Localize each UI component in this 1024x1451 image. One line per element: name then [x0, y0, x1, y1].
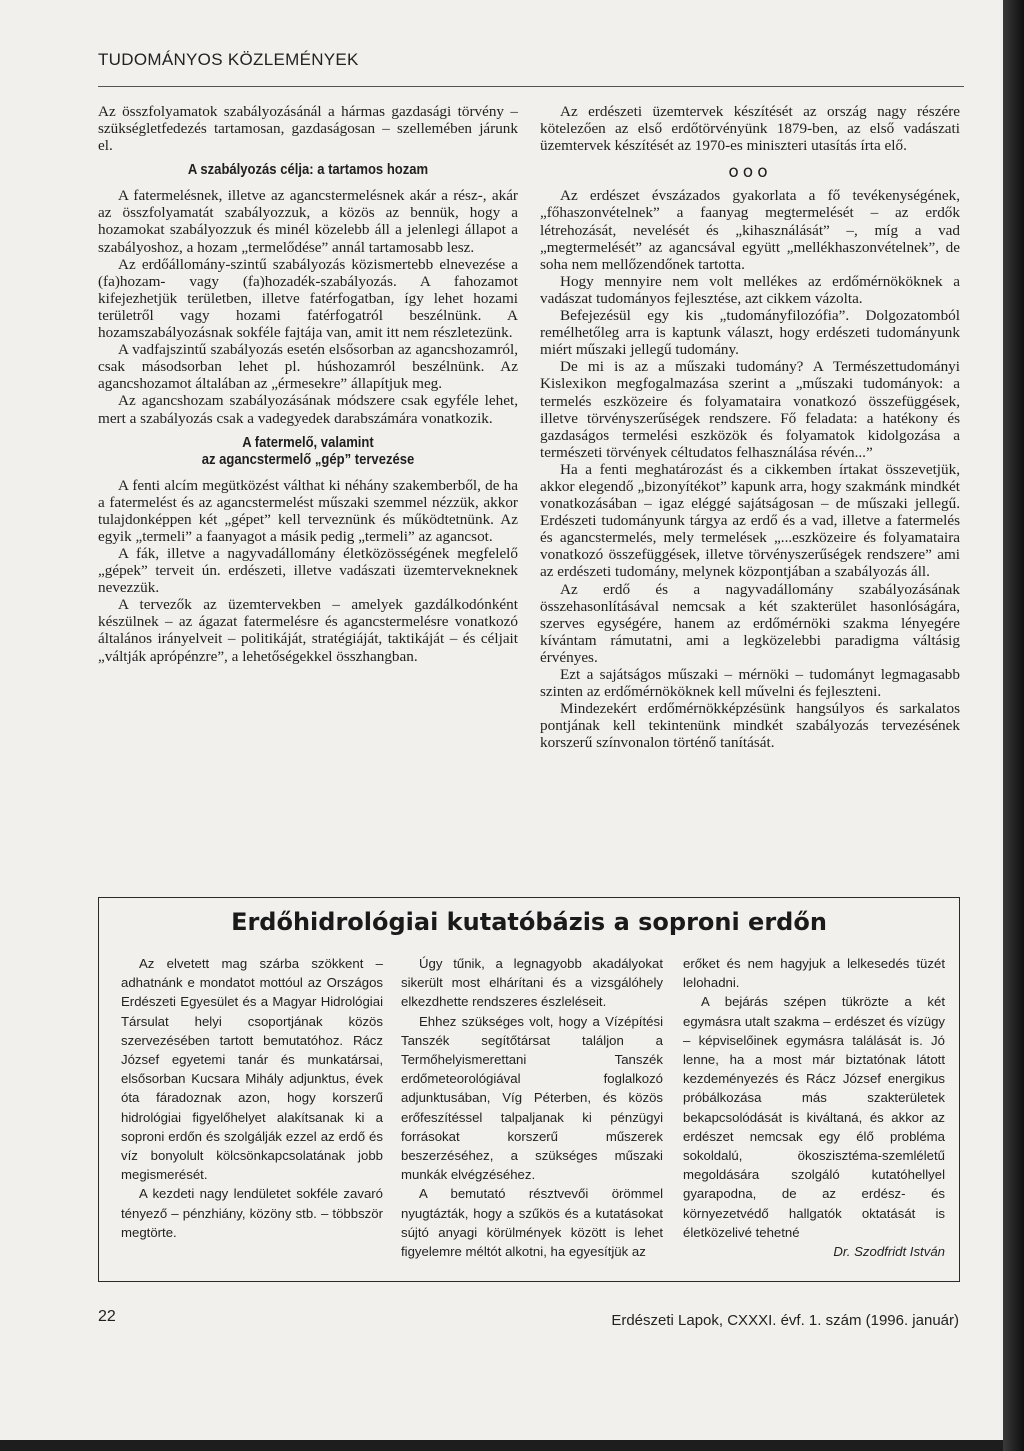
paragraph: erőket és nem hagyjuk a lelkesedés tüzét lelohadni. — [683, 956, 945, 991]
paragraph: A fenti alcím megütközést válthat ki néhány szakemberből, de ha a fatermelést és az agancstermelést műszaki szemmel nézzük, akkor tulajdonképpen két „gépet” kell terveznünk és működtetnünk. Az egyik „termeli” a faanyagot a másik pedig „termeli” az agancsot. — [98, 476, 518, 545]
news-box — [98, 897, 960, 1282]
paragraph: De mi is az a műszaki tudomány? A Természettudományi Kislexikon megfogalmazása szerint a „műszaki tudományok: a termelés eszközeire és folyamataira vonatkozó összefüggések, illetve törvényszerűségek rendszere. Fő feladata: a hatékony és gazdaságos termelési eszközök és folyamatok kidolgozása a természeti törvények céltudatos felhasználása révén...” — [540, 358, 960, 461]
book-spine-edge — [1003, 0, 1024, 1451]
section-header: TUDOMÁNYOS KÖZLEMÉNYEK — [98, 50, 359, 69]
article-column-left — [98, 103, 518, 665]
box-column-2 — [401, 954, 663, 1261]
paragraph: Az erdészet évszázados gyakorlata a fő tevékenységének, „főhaszonvételnek” a faanyag megtermelését – az erdők létrehozását, nevelését és „kihasználását” –, míg a vad „megtermelését” az agancsával együtt „mellékhaszonvételnek”, de soha nem mellőzendőnek tartotta. — [540, 187, 960, 273]
paragraph: Az agancshozam szabályozásának módszere csak egyféle lehet, mert a szabályozás csak a vadegyedek darabszámára vonatkozik. — [98, 392, 518, 427]
paragraph: Befejezésül egy kis „tudományfilozófia”. Dolgozatomból remélhetőleg arra is kaptunk választ, hogy erdészeti tudományunk miért műszaki jellegű tudomány. — [540, 307, 960, 359]
paragraph: Úgy tűnik, a legnagyobb akadályokat sikerült most elhárítani és a vizsgálóhely elkezdhette rendszeres észleléseit. — [401, 956, 663, 1010]
paragraph: Hogy mennyire nem volt mellékes az erdőmérnököknek a vadászat tudományos fejlesztése, azt cikkem vázolta. — [540, 272, 960, 307]
paragraph: A tervezők az üzemtervekben – amelyek gazdálkodónként készülnek – az ágazat fatermelésre és agancstermelésre vonatkozó általános irányelveit – politikáját, stratégiáját, taktikáját – és céljait „váltják aprópénzre”, a lehetőségekkel összhangban. — [98, 596, 518, 665]
box-title: Erdőhidrológiai kutatóbázis a soproni erdőn — [231, 908, 827, 936]
author-signature: Dr. Szodfridt István — [833, 1244, 945, 1260]
journal-citation: Erdészeti Lapok, CXXXI. évf. 1. szám (1996. január) — [611, 1312, 959, 1329]
paragraph: Ezt a sajátságos műszaki – mérnöki – tudományt legmagasabb szinten az erdőmérnököknek kell művelni és fejleszteni. — [540, 666, 960, 701]
subheading — [119, 435, 497, 452]
paragraph: Az összfolyamatok szabályozásánál a hármas gazdasági törvény – szükségletfedezés tartamosan, gazdaságosan – szellemében járunk el. — [98, 103, 518, 155]
box-column-1 — [121, 954, 383, 1242]
paragraph: A fatermelésnek, illetve az agancstermelésnek akár a rész-, akár az összfolyamatát szabályozzuk, a közös az bennük, hogy a hozamokat szabályozzuk és minél közelebb áll a jelenlegi állapot a szabályoshoz, a hozam „termelődése” annál tartamosabb lesz. — [98, 187, 518, 256]
paragraph: Az elvetett mag szárba szökkent – adhatnánk e mondatot mottóul az Országos Erdészeti Egyesület és a Magyar Hidrológiai Társulat helyi csoportjának közös szervezésében tartott bemutatóhoz. Rácz József egyetemi tanár és munkatársai, elsősorban Kucsara Mihály adjunktus, évek óta fáradoznak azon, hogy korszerű hidrológiai figyelőhelyet alakítsanak ki a soproni erdőn és szolgálják ezzel az erdő és víz bonyolult kölcsönkapcsolatának jobb megismerését. — [121, 956, 383, 1183]
subheading-line: az agancstermelő „gép” tervezése — [201, 451, 415, 468]
subheading: A szabályozás célja: a tartamos hozam — [187, 162, 429, 179]
section-ornament: ooo — [728, 162, 772, 183]
subheading — [119, 452, 497, 469]
paragraph: Az erdészeti üzemtervek készítését az ország nagy részére kötelezően az első erdőtörvényünk 1879-ben, az első vadászati üzemtervek készítését az 1970-es miniszteri utasítás írta elő. — [540, 103, 960, 155]
paragraph: A fák, illetve a nagyvadállomány életközösségének megfelelő „gépek” terveit ún. erdészeti, illetve vadászati üzemtervekneknek nevezzük. — [98, 544, 518, 597]
paragraph: Ehhez szükséges volt, hogy a Vízépítési Tanszék segítőtársat találjon a Termőhelyismerettani Tanszék erdőmeteorológiával foglalkozó adjunktusában, Víg Péterben, és közös erőfeszítéssel talpaljanak ki pénzügyi forrásokat korszerű műszerek beszerzéséhez, a szükséges műszaki munkák elvégzéséhez. — [401, 1013, 663, 1183]
paragraph: Mindezekért erdőmérnökképzésünk hangsúlyos és sarkalatos pontjának kell tekintenünk mindkét szabályozás tervezésének korszerű színvonalon történő tanítását. — [540, 700, 960, 752]
paragraph: Az erdő és a nagyvadállomány szabályozásának összehasonlításával nemcsak a két szakterület hasonlóságára, szerves egységére, hanem az erdőmérnöki szakma lényegére kívántam rámutatni, ami a legközelebbi paradigma váltásig érvényes. — [540, 580, 960, 666]
paragraph: Ha a fenti meghatározást és a cikkemben írtakat összevetjük, akkor elegendő „bizonyítékot” kapunk arra, hogy szakmánk mindkét vonatkozásában – igaz eléggé sajátságosan – de műszaki jellegű. Erdészeti tudományunk tárgya az erdő és a vad, illetve a fatermelés és agancstermelés, mely termelések „...eszközeire és folyamataira vonatkozó összefüggések, illetve törvényszerűségek rendszere” ami az erdészeti tudomány, melynek központjában a szabályozás áll. — [540, 460, 960, 581]
paragraph: A kezdeti nagy lendületet sokféle zavaró tényező – pénzhiány, közöny stb. – többször megtörte. — [121, 1186, 383, 1240]
article-column-right — [540, 103, 960, 751]
paragraph: Az erdőállomány-szintű szabályozás közismertebb elnevezése a (fa)hozam- vagy (fa)hozadék-szabályozás. A fahozamot kifejezhetjük területben, illetve fatérfogatban, így lehet hozami területről vagy hozami fatérfogatról beszélnünk. A hozamszabályozásnak sokféle fajtája van, amit itt nem részletezünk. — [98, 255, 518, 342]
header-rule — [98, 86, 964, 87]
page-number: 22 — [98, 1308, 116, 1325]
paragraph: A bejárás szépen tükrözte a két egymásra utalt szakma – erdészet és vízügy – képviselőinek egymásra találását is. Jó lenne, ha a most már biztatónak látott kezdeményezés és Rácz József energikus próbálkozása más szakterületek bekapcsolódását is kiváltaná, és akkor az erdészet nemcsak egy élő probléma sokoldalú, ökoszisztéma-szemléletű megoldására szolgáló kutatóhellyel gyarapodna, de az erdész- és környezetvédő hallgatók oktatását is életközelivé tehetné — [683, 994, 945, 1240]
subheading-line: A fatermelő, valamint — [242, 434, 374, 451]
paragraph: A vadfajszintű szabályozás esetén elsősorban az agancshozamról, csak másodsorban lehet pl. húshozamról beszélnünk. Az agancshozamot általában az „érmesekre” állapítjuk meg. — [98, 341, 518, 393]
paragraph: A bemutató résztvevői örömmel nyugtázták, hogy a szűkös és a kutatásokat sújtó anyagi körülmények között is lehet figyelemre méltót alkotni, ha egyesítjük az — [401, 1186, 663, 1260]
box-column-3 — [683, 954, 945, 1261]
